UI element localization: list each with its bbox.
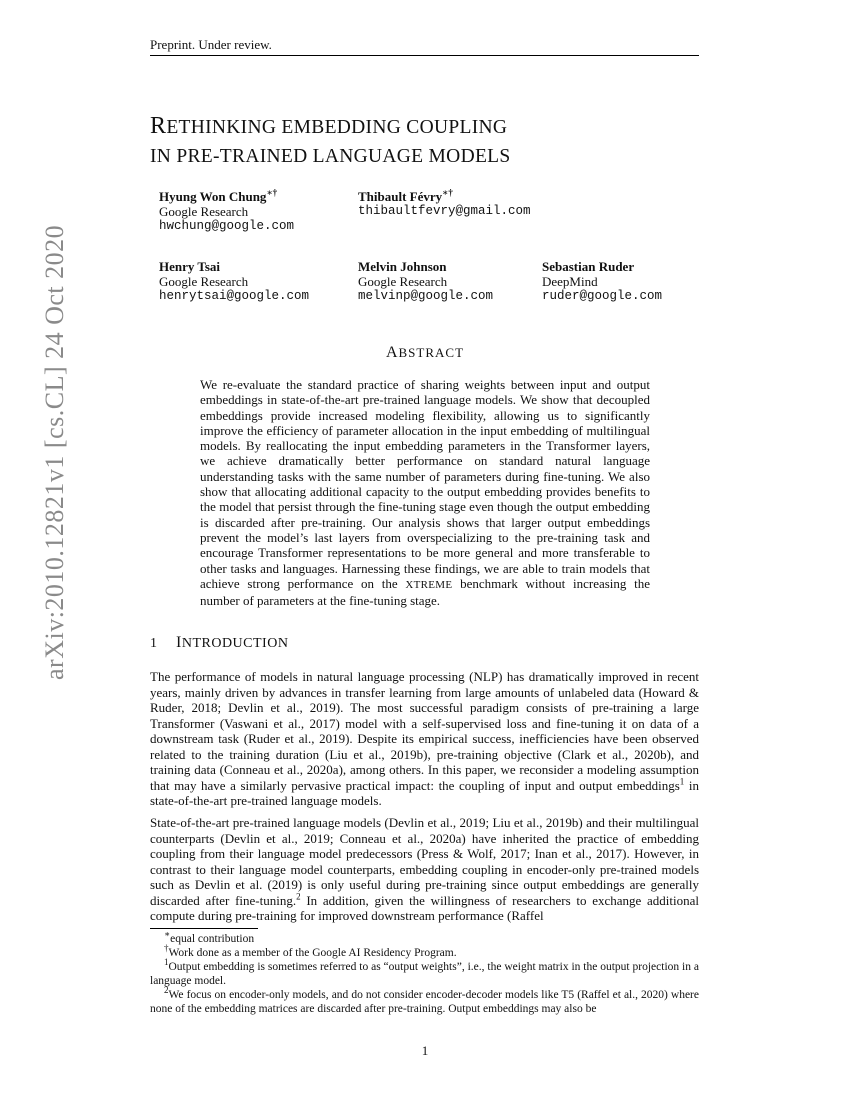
footnotes: ∗equal contribution †Work done as a member of the Google AI Residency Program. $^1$Output embedding is sometimes referred to as “output weights”, i.e., the weight matrix in the output projection in a language model. $^2$We focus on encoder-only models, and do not consider encoder-decoder models like T5 (Raffel et al., 2020) where none of the embedding matrices are discarded after pre-training. Output embeddings may also be [150,929,699,1015]
page-number: 1 [421,1043,429,1058]
xtreme-benchmark: XTREME [405,578,453,591]
abstract-heading: ABSTRACT [385,344,465,361]
author-block: Melvin Johnson Google Research melvinp@google.com [358,259,494,303]
section-heading: 1 INTRODUCTION [150,634,289,651]
header-rule [150,55,699,56]
footnote-ref: 2 [296,891,301,902]
running-header: Preprint. Under review. [150,37,272,52]
footnote-ref: 1 [679,776,685,787]
author-block: Sebastian Ruder DeepMind ruder@google.com [542,259,663,303]
paper-title: RETHINKING EMBEDDING COUPLING IN PRE-TRAINED LANGUAGE MODELS [150,113,511,167]
author-block: Hyung Won Chung∗† Google Research hwchung@google.com [159,187,295,233]
arxiv-stamp: arXiv:2010.12821v1 [cs.CL] 24 Oct 2020 [40,224,69,680]
abstract-body: We re-evaluate the standard practice of sharing weights between input and output embeddings in state-of-the-art pre-trained language models. We show that decoupled embeddings provide increased modeling flexibility, allowing us to significantly improve the efficiency of parameter allocation in the input embedding of multilingual models. By reallocating the input embedding parameters in the Transformer layers, we achieve dramatically better performance on standard natural language understanding tasks with the same number of parameters during fine-tuning. We also show that allocating additional capacity to the output embedding provides benefits to the model that persist through the fine-tuning stage even though the output embedding is discarded after pre-training. Our analysis shows that larger output embeddings prevent the model’s last layers from overspecializing to the pre-training task and encourage Transformer representations to be more general and more transferable to other tasks and languages. Harnessing these findings, we are able to train models that achieve strong performance on the XTREME benchmark without increasing the number of parameters at the fine-tuning stage. [200,377,650,609]
intro-paragraph-2: State-of-the-art pre-trained language models (Devlin et al., 2019; Liu et al., 2019b) and their multilingual counterparts (Devlin et al., 2019; Conneau et al., 2020a) have inherited the practice of embedding coupling from their language model predecessors (Press & Wolf, 2017; Inan et al., 2017). However, in contrast to their language model counterparts, embedding coupling in encoder-only pre-trained models such as Devlin et al. (2019) is only useful during pre-training since output embeddings are generally discarded after fine-tuning.$^2$ In addition, given the willingness of researchers to exchange additional compute during pre-training for improved downstream performance (Raffel [150,815,699,923]
author-block: Henry Tsai Google Research henrytsai@google.com [159,259,310,303]
intro-paragraph-1: The performance of models in natural language processing (NLP) has dramatically improved in recent years, mainly driven by advances in transfer learning from large amounts of unlabeled data (Howard & Ruder, 2018; Devlin et al., 2019). The most successful paradigm consists of pre-training a large Transformer (Vaswani et al., 2017) model with a self-supervised loss and fine-tuning it on data of a downstream task (Ruder et al., 2019). Despite its empirical success, inefficiencies have been observed related to the training duration (Liu et al., 2019b), pre-training objective (Clark et al., 2020b), and training data (Conneau et al., 2020a), among others. In this paper, we reconsider a modeling assumption that may have a similarly pervasive practical impact: the coupling of input and output embeddings$^1$ in state-of-the-art pre-trained language models. [150,669,699,808]
author-block: Thibault Févry∗† thibaultfevry@gmail.com [358,187,531,218]
